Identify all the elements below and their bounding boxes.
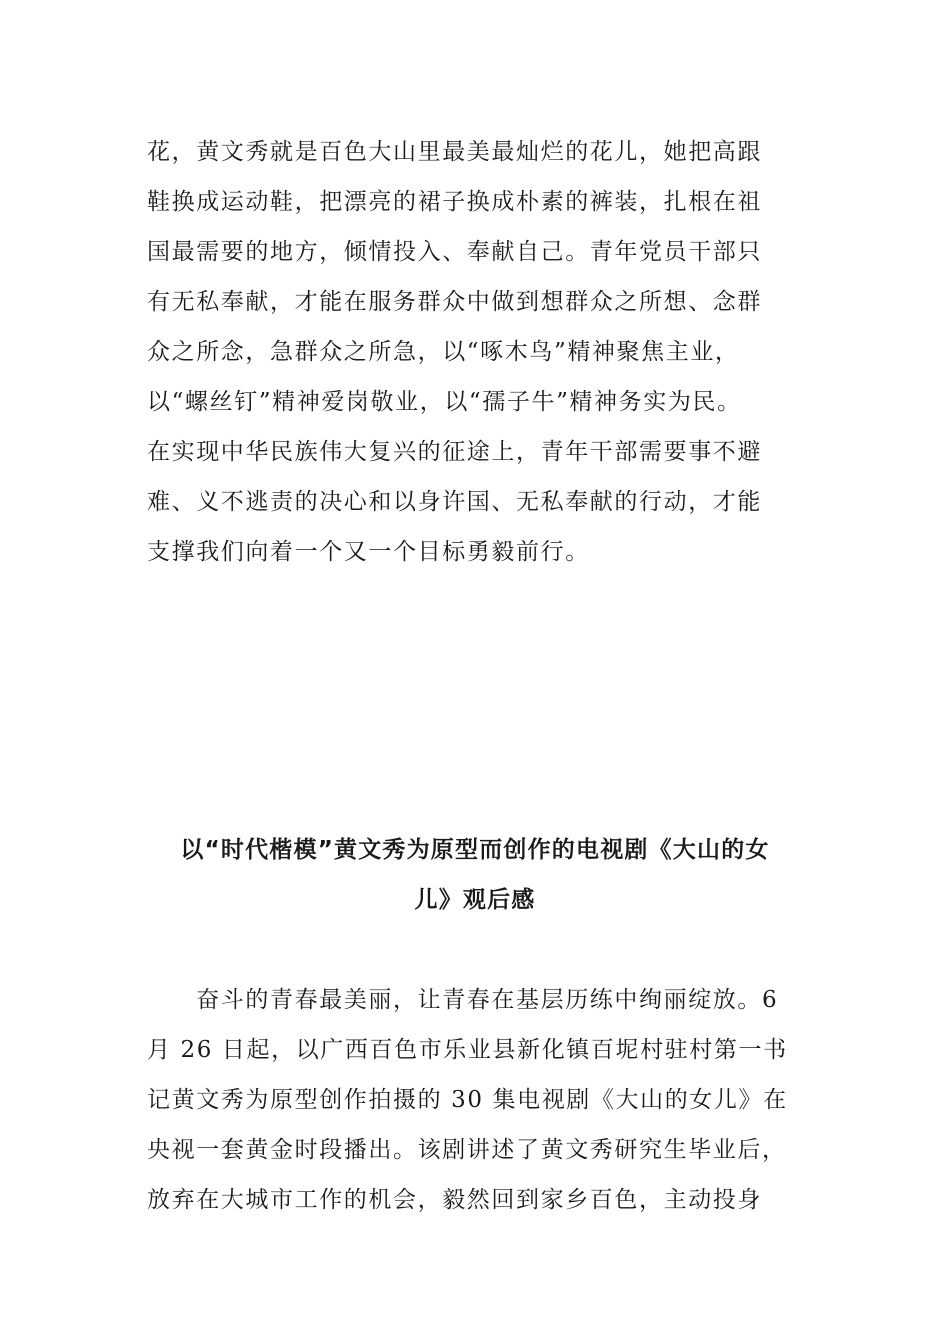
paragraph-line: 难、义不逃责的决心和以身许国、无私奉献的行动，才能 bbox=[147, 489, 762, 515]
paragraph-line: 央视一套黄金时段播出。该剧讲述了黄文秀研究生毕业后， bbox=[147, 1137, 787, 1163]
paragraph-line: 放弃在大城市工作的机会，毅然回到家乡百色，主动投身 bbox=[147, 1187, 762, 1213]
paragraph-line: 以“螺丝钉”精神爱岗敬业，以“孺子牛”精神务实为民。 bbox=[147, 389, 742, 415]
paragraph-line: 国最需要的地方，倾情投入、奉献自己。青年党员干部只 bbox=[147, 239, 762, 265]
heading-line: 儿》观后感 bbox=[414, 887, 536, 913]
paragraph-line: 有无私奉献，才能在服务群众中做到想群众之所想、念群 bbox=[147, 289, 762, 315]
heading-line: 以“时代楷模”黄文秀为原型而创作的电视剧《大山的女 bbox=[180, 837, 770, 863]
paragraph-line: 月 26 日起，以广西百色市乐业县新化镇百坭村驻村第一书 bbox=[147, 1037, 788, 1063]
paragraph-line: 奋斗的青春最美丽，让青春在基层历练中绚丽绽放。6 bbox=[147, 987, 779, 1013]
paragraph-line: 支撑我们向着一个又一个目标勇毅前行。 bbox=[147, 539, 590, 565]
paragraph-line: 众之所念，急群众之所急，以“啄木鸟”精神聚焦主业， bbox=[147, 339, 740, 365]
paragraph-line: 鞋换成运动鞋，把漂亮的裙子换成朴素的裤装，扎根在祖 bbox=[147, 189, 762, 215]
paragraph-line: 记黄文秀为原型创作拍摄的 30 集电视剧《大山的女儿》在 bbox=[147, 1087, 788, 1113]
paragraph-line: 在实现中华民族伟大复兴的征途上，青年干部需要事不避 bbox=[147, 439, 762, 465]
paragraph-line: 花，黄文秀就是百色大山里最美最灿烂的花儿，她把高跟 bbox=[147, 139, 762, 165]
